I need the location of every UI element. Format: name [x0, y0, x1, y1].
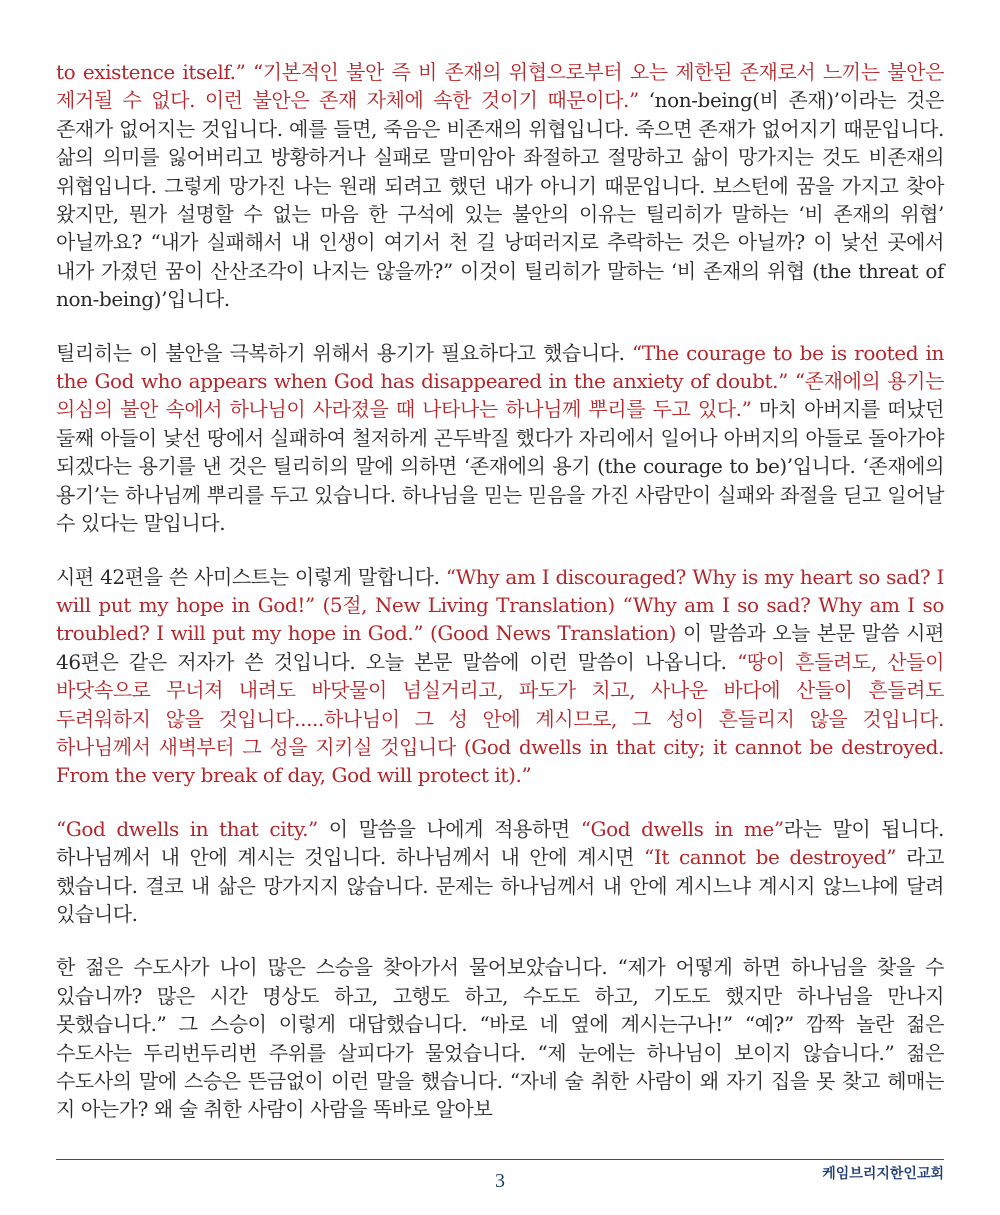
quote-text: “God dwells in me”	[580, 816, 784, 841]
body-text: 시편 42편을 쓴 사미스트는 이렇게 말합니다.	[56, 564, 446, 589]
body-text: 라고 했습니다. 결코 내 삶은 망가지지 않습니다. 문제는 하나님께서 내 안에 계시느냐 계시지 않느냐에 달려 있습니다.	[56, 845, 944, 926]
paragraph	[56, 953, 944, 1123]
body-text: 한 젊은 수도사가 나이 많은 스승을 찾아가서 물어보았습니다. “제가 어떻게 하면 하나님을 찾을 수 있습니까? 많은 시간 명상도 하고, 고행도 하고, 수도도 하고, 기도도 했지만 하나님을 만나지 못했습니다.” 그 스승이 이렇게 대답했습니다. “바로 네 옆에 계시는구나!” “예?” 깜짝 놀란 젊은 수도사는 두리번두리번 주위를 살피다가 물었습니다. “제 눈에는 하나님이 보이지 않습니다.” 젊은 수도사의 말에 스승은 뜬금없이 이런 말을 했습니다. “자네 술 취한 사람이 왜 자기 집을 못 찾고 헤매는 지 아는가? 왜 술 취한 사람이 사람을 똑바로 알아보	[56, 955, 944, 1122]
body-text: ‘non-being(비 존재)’이라는 것은 존재가 없어지는 것입니다. 예를 들면, 죽음은 비존재의 위협입니다. 죽으면 존재가 없어지기 때문입니다. 삶의 의미를 잃어버리고 방황하거나 실패로 말미암아 좌절하고 절망하고 삶이 망가지는 것도 비존재의 위협입니다. 그렇게 망가진 나는 원래 되려고 했던 내가 아니기 때문입니다. 보스턴에 꿈을 가지고 찾아 왔지만, 뭔가 설명할 수 없는 마음 한 구석에 있는 불안의 이유는 틸리히가 말하는 ‘비 존재의 위협’ 아닐까요? “내가 실패해서 내 인생이 여기서 천 길 낭떠러지로 추락하는 것은 아닐까? 이 낯선 곳에서 내가 가졌던 꿈이 산산조각이 나지는 않을까?” 이것이 틸리히가 말하는 ‘비 존재의 위협 (the threat of non-being)’입니다.	[56, 88, 944, 312]
body-text: 틸리히는 이 불안을 극복하기 위해서 용기가 필요하다고 했습니다.	[56, 340, 633, 365]
body-text: 마치 아버지를 떠났던 둘째 아들이 낯선 땅에서 실패하여 철저하게 곤두박질 했다가 자리에서 일어나 아버지의 아들로 돌아가야 되겠다는 용기를 낸 것은 틸리히의 말에 의하면 ‘존재에의 용기 (the courage to be)’입니다. ‘존재에의 용기’는 하나님께 뿌리를 두고 있습니다. 하나님을 믿는 믿음을 가진 사람만이 실패와 좌절을 딛고 일어날 수 있다는 말입니다.	[56, 397, 945, 536]
quote-text: to existence itself.” “기본적인 불안 즉 비 존재의 위협으로부터 오는 제한된 존재로서 느끼는 불안은 제거될 수 없다. 이런 불안은 존재 자체에 속한 것이기 때문이다.”	[56, 60, 944, 113]
paragraph	[56, 563, 944, 790]
body-text: 라는 말이 됩니다. 하나님께서 내 안에 계시는 것입니다. 하나님께서 내 안에 계시면	[56, 816, 944, 870]
body-text: 이 말씀을 나에게 적용하면	[317, 816, 581, 841]
quote-text: “땅이 흔들려도, 산들이 바닷속으로 무너져 내려도 바닷물이 넘실거리고, 파도가 치고, 사나운 바다에 산들이 흔들려도 두려워하지 않을 것입니다.....하나님이 그 성 안에 계시므로, 그 성이 흔들리지 않을 것입니다. 하나님께서 새벽부터 그 성을 지키실 것입니다 (God dwells in that city; it cannot be destroyed. From the very break of day, God will protect it).”	[56, 649, 945, 788]
quote-text: “God dwells in that city.”	[56, 816, 318, 841]
body-text: 이 말씀과 오늘 본문 말씀 시편 46편은 같은 저자가 쓴 것입니다. 오늘 본문 말씀에 이런 말씀이 나옵니다.	[56, 621, 944, 674]
sermon-body	[56, 58, 944, 1149]
paragraph	[56, 815, 944, 929]
church-name: 케임브리지한인교회	[822, 1166, 944, 1182]
footer-divider	[56, 1159, 944, 1160]
quote-text: “It cannot be destroyed”	[644, 845, 897, 870]
quote-text: “Why am I discouraged? Why is my heart so sad? I will put my hope in God!” (5절, New Living Translation) “Why am I so sad? Why am I so troubled? I will put my hope in God.” (Good News Translation)	[56, 564, 944, 646]
paragraph	[56, 339, 944, 538]
paragraph	[56, 58, 944, 314]
quote-text: “The courage to be is rooted in the God who appears when God has disappeared in the anxiety of doubt.” “존재에의 용기는 의심의 불안 속에서 하나님이 사라졌을 때 나타나는 하나님께 뿌리를 두고 있다.”	[56, 340, 944, 422]
page-number: 3	[495, 1170, 505, 1192]
